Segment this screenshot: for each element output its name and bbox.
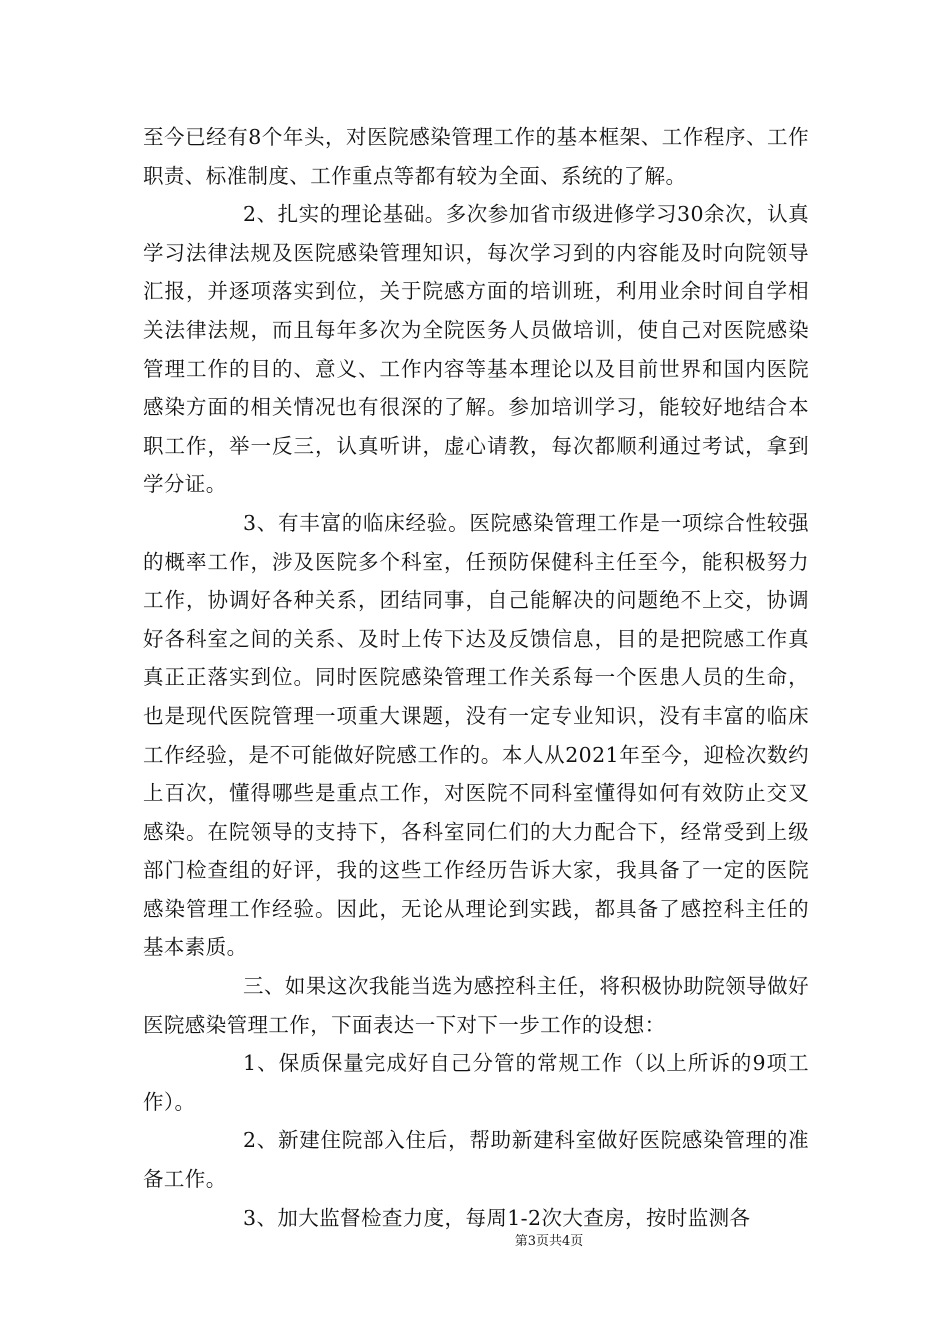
paragraph-2: 2、扎实的理论基础。多次参加省市级进修学习30余次，认真学习法律法规及医院感染管理知识，每次学习到的内容能及时向院领导汇报，并逐项落实到位，关于院感方面的培训班，利用业余时间自学相关法律法规，而且每年多次为全院医务人员做培训，使自己对医院感染管理工作的目的、意义、工作内容等基本理论以及目前世界和国内医院感染方面的相关情况也有很深的了解。参加培训学习，能较好地结合本职工作，举一反三，认真听讲，虚心请教，每次都顺利通过考试，拿到学分证。 bbox=[143, 202, 809, 497]
page-number-footer: 第3页共4页 bbox=[514, 1234, 584, 1249]
paragraph-7: 3、加大监督检查力度，每周1-2次大查房，按时监测各 bbox=[243, 1205, 751, 1230]
paragraph-1: 至今已经有8个年头，对医院感染管理工作的基本框架、工作程序、工作职责、标准制度、工作重点等都有较为全面、系统的了解。 bbox=[143, 125, 809, 188]
paragraph-5: 1、保质保量完成好自己分管的常规工作（以上所诉的9项工作）。 bbox=[143, 1051, 809, 1114]
paragraph-4: 三、如果这次我能当选为感控科主任，将积极协助院领导做好医院感染管理工作，下面表达一下对下一步工作的设想： bbox=[143, 974, 809, 1037]
paragraph-3: 3、有丰富的临床经验。医院感染管理工作是一项综合性较强的概率工作，涉及医院多个科室，任预防保健科主任至今，能积极努力工作，协调好各种关系，团结同事，自己能解决的问题绝不上交，协调好各科室之间的关系、及时上传下达及反馈信息，目的是把院感工作真真正正落实到位。同时医院感染管理工作关系每一个医患人员的生命，也是现代医院管理一项重大课题，没有一定专业知识，没有丰富的临床工作经验，是不可能做好院感工作的。本人从2021年至今，迎检次数约上百次，懂得哪些是重点工作，对医院不同科室懂得如何有效防止交叉感染。在院领导的支持下，各科室同仁们的大力配合下，经常受到上级部门检查组的好评，我的这些工作经历告诉大家，我具备了一定的医院感染管理工作经验。因此，无论从理论到实践，都具备了感控科主任的基本素质。 bbox=[143, 510, 809, 960]
document-body bbox=[143, 118, 809, 1237]
paragraph-6: 2、新建住院部入住后，帮助新建科室做好医院感染管理的准备工作。 bbox=[143, 1128, 809, 1192]
